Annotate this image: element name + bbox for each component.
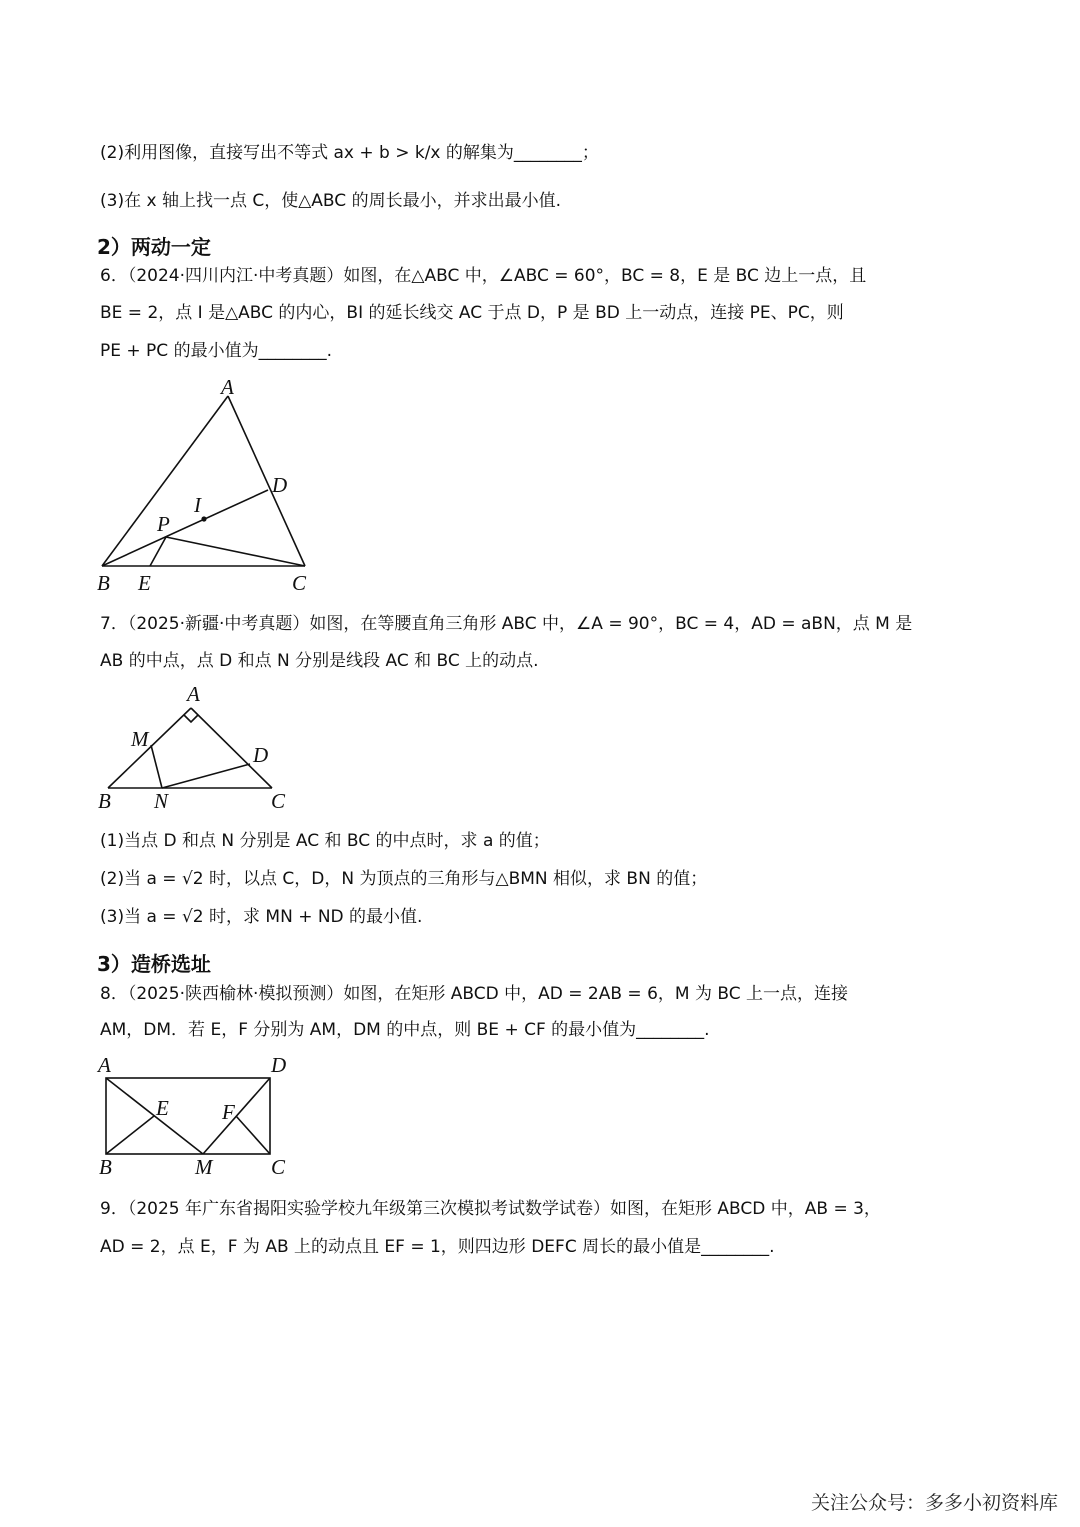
- q6-side-ab: [102, 396, 228, 566]
- q7-label-n: N: [154, 789, 169, 813]
- q6-label-e: E: [138, 571, 151, 595]
- q6-label-b: B: [97, 571, 110, 595]
- q7-line1: 7．（2025·新疆·中考真题）如图，在等腰直角三角形 ABC 中，∠A = 90°，BC = 4，AD = aBN，点 M 是: [100, 614, 913, 634]
- q6-line2: BE = 2，点 I 是△ABC 的内心，BI 的延长线交 AC 于点 D，P 是 BD 上一动点，连接 PE、PC，则: [100, 303, 844, 323]
- q8-label-b: B: [99, 1155, 112, 1179]
- q8-label-c: C: [271, 1155, 286, 1179]
- q8-segment-dm: [203, 1078, 270, 1154]
- q6-label-a: A: [221, 375, 234, 399]
- q7-label-a: A: [187, 682, 200, 706]
- q8-label-f: F: [222, 1100, 235, 1124]
- q7-segment-mn: [151, 745, 162, 788]
- q8-label-a: A: [98, 1053, 111, 1077]
- q8-label-d: D: [271, 1053, 287, 1077]
- q6-line3: PE + PC 的最小值为________.: [100, 341, 332, 361]
- q7-part3: (3)当 a = √2 时，求 MN + ND 的最小值.: [100, 907, 423, 927]
- q8-segment-cf: [236, 1116, 270, 1154]
- q9-line1: 9．（2025 年广东省揭阳实验学校九年级第三次模拟考试数学试卷）如图，在矩形 ABCD 中，AB = 3，: [100, 1199, 881, 1219]
- q6-figure: [102, 396, 305, 566]
- q6-label-c: C: [292, 571, 307, 595]
- q7-segment-nd: [162, 764, 250, 788]
- q8-segment-be: [106, 1116, 154, 1154]
- q7-side-ac: [191, 708, 272, 788]
- q6-label-d: D: [272, 473, 288, 497]
- q7-part2: (2)当 a = √2 时，以点 C，D，N 为顶点的三角形与△BMN 相似，求 BN 的值；: [100, 869, 708, 889]
- q7-label-b: B: [98, 789, 111, 813]
- q7-right-angle-mark: [184, 715, 198, 722]
- q7-figure: [108, 708, 272, 788]
- section-heading-bridge-location: 3）造桥选址: [97, 952, 211, 976]
- q7-label-c: C: [271, 789, 286, 813]
- q7-side-ab: [108, 708, 191, 788]
- section-heading-two-moving-one-fixed: 2）两动一定: [97, 235, 211, 259]
- q8-line1: 8．（2025·陕西榆林·模拟预测）如图，在矩形 ABCD 中，AD = 2AB = 6，M 为 BC 上一点，连接: [100, 984, 849, 1004]
- q5-part2: (2)利用图像，直接写出不等式 ax + b > k/x 的解集为________；: [100, 143, 599, 163]
- q7-line2: AB 的中点，点 D 和点 N 分别是线段 AC 和 BC 上的动点.: [100, 651, 539, 671]
- footer-follow-text: 关注公众号：多多小初资料库: [810, 1492, 1058, 1514]
- q7-part1: (1)当点 D 和点 N 分别是 AC 和 BC 的中点时，求 a 的值；: [100, 831, 550, 851]
- q6-line1: 6．（2024·四川内江·中考真题）如图，在△ABC 中，∠ABC = 60°，BC = 8，E 是 BC 边上一点，且: [100, 266, 867, 286]
- q6-segment-bd: [102, 490, 268, 566]
- q6-segment-pe: [150, 537, 166, 566]
- q6-incenter-dot: [201, 516, 206, 521]
- q8-figure: [106, 1078, 270, 1154]
- q5-part3: (3)在 x 轴上找一点 C，使△ABC 的周长最小，并求出最小值.: [100, 191, 561, 211]
- q9-line2: AD = 2，点 E，F 为 AB 上的动点且 EF = 1，则四边形 DEFC 周长的最小值是________.: [100, 1237, 775, 1257]
- q6-side-ac: [228, 396, 305, 566]
- q7-label-d: D: [253, 743, 269, 767]
- q8-line2: AM，DM．若 E，F 分别为 AM，DM 的中点，则 BE + CF 的最小值为________.: [100, 1020, 710, 1040]
- q8-rectangle-abcd: [106, 1078, 270, 1154]
- q7-label-m: M: [131, 727, 149, 751]
- q8-label-m: M: [195, 1155, 213, 1179]
- q8-label-e: E: [156, 1096, 169, 1120]
- q8-segment-am: [106, 1078, 203, 1154]
- q6-label-p: P: [157, 512, 170, 536]
- q6-label-i: I: [194, 493, 201, 517]
- q6-segment-pc: [166, 537, 305, 566]
